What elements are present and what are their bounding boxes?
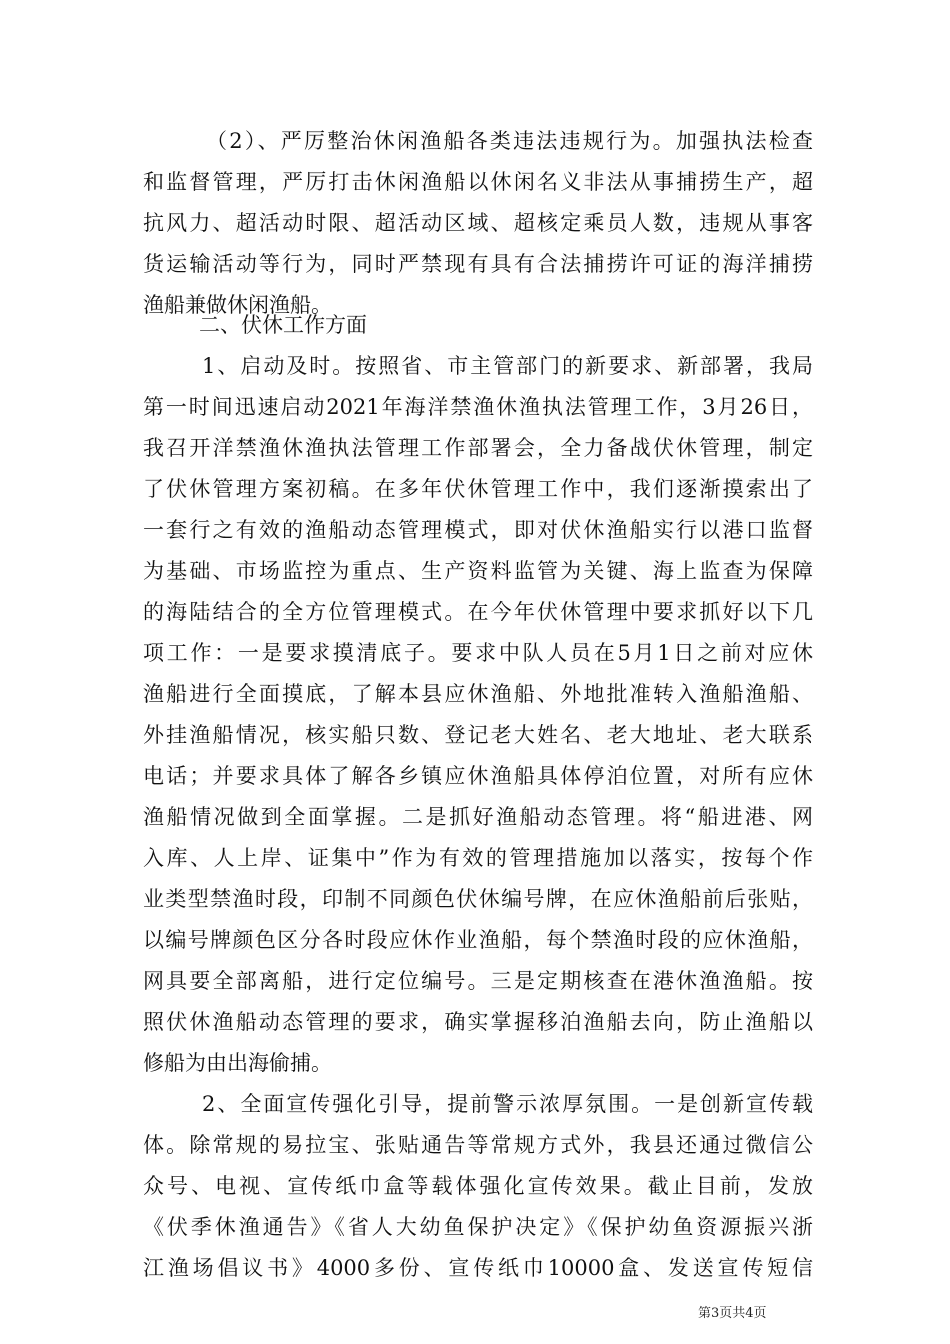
paragraph-line: 抗风力、超活动时限、超活动区域、超核定乘员人数，违规从事客 — [143, 211, 813, 235]
paragraph-line: 渔船兼做休闲渔船。 — [143, 293, 332, 317]
paragraph-line: （2）、严厉整治休闲渔船各类违法违规行为。加强执法检查 — [206, 129, 813, 153]
paragraph-line: 了伏休管理方案初稿。在多年伏休管理工作中，我们逐渐摸索出了 — [143, 477, 813, 501]
paragraph-line: 众号、电视、宣传纸巾盒等载体强化宣传效果。截止目前，发放 — [143, 1174, 813, 1198]
paragraph-line: 《伏季休渔通告》《省人大幼鱼保护决定》《保护幼鱼资源振兴浙 — [143, 1215, 813, 1239]
paragraph-line: 体。除常规的易拉宝、张贴通告等常规方式外，我县还通过微信公 — [143, 1133, 813, 1157]
section-heading: 二、伏休工作方面 — [199, 313, 367, 337]
paragraph-line: 业类型禁渔时段，印制不同颜色伏休编号牌，在应休渔船前后张贴， — [143, 887, 813, 911]
paragraph-line: 2、全面宣传强化引导，提前警示浓厚氛围。一是创新宣传载 — [202, 1092, 813, 1116]
paragraph-line: 渔船情况做到全面掌握。二是抓好渔船动态管理。将“船进港、网 — [143, 805, 813, 829]
paragraph-line: 网具要全部离船，进行定位编号。三是定期核查在港休渔渔船。按 — [143, 969, 813, 993]
paragraph-line: 江渔场倡议书》4000多份、宣传纸巾10000盒、发送宣传短信 — [143, 1256, 813, 1280]
paragraph-line: 第一时间迅速启动2021年海洋禁渔休渔执法管理工作，3月26日， — [143, 395, 813, 419]
paragraph-line: 电话；并要求具体了解各乡镇应休渔船具体停泊位置，对所有应休 — [143, 764, 813, 788]
paragraph-line: 入库、人上岸、证集中”作为有效的管理措施加以落实，按每个作 — [143, 846, 813, 870]
paragraph-line: 我召开洋禁渔休渔执法管理工作部署会，全力备战伏休管理，制定 — [143, 436, 813, 460]
paragraph-line: 以编号牌颜色区分各时段应休作业渔船，每个禁渔时段的应休渔船， — [143, 928, 813, 952]
paragraph-line: 货运输活动等行为，同时严禁现有具有合法捕捞许可证的海洋捕捞 — [143, 252, 813, 276]
paragraph-line: 渔船进行全面摸底，了解本县应休渔船、外地批准转入渔船渔船、 — [143, 682, 813, 706]
page-number: 第3页共4页 — [698, 1306, 767, 1321]
paragraph-line: 1、启动及时。按照省、市主管部门的新要求、新部署，我局 — [202, 354, 813, 378]
paragraph-line: 外挂渔船情况，核实船只数、登记老大姓名、老大地址、老大联系 — [143, 723, 813, 747]
paragraph-line: 为基础、市场监控为重点、生产资料监管为关键、海上监查为保障 — [143, 559, 813, 583]
paragraph-line: 和监督管理，严厉打击休闲渔船以休闲名义非法从事捕捞生产，超 — [143, 170, 813, 194]
paragraph-line: 项工作：一是要求摸清底子。要求中队人员在5月1日之前对应休 — [143, 641, 813, 665]
paragraph-line: 一套行之有效的渔船动态管理模式，即对伏休渔船实行以港口监督 — [143, 518, 813, 542]
paragraph-line: 修船为由出海偷捕。 — [143, 1051, 332, 1075]
paragraph-line: 的海陆结合的全方位管理模式。在今年伏休管理中要求抓好以下几 — [143, 600, 813, 624]
paragraph-line: 照伏休渔船动态管理的要求，确实掌握移泊渔船去向，防止渔船以 — [143, 1010, 813, 1034]
